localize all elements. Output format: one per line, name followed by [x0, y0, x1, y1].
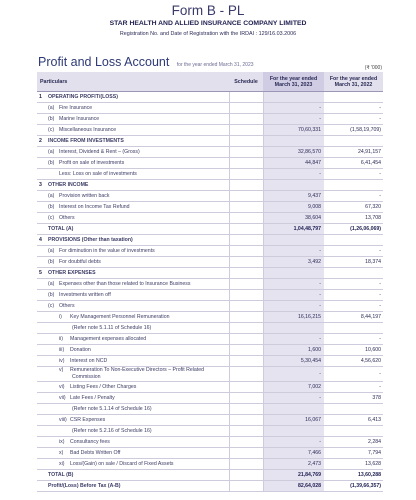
row-sub-index: (c) — [48, 215, 55, 221]
row-schedule — [229, 257, 263, 268]
row-label: Interest, Dividend & Rent – (Gross) — [59, 149, 140, 155]
row-number: 5 — [37, 268, 46, 279]
value-fy2023 — [263, 180, 324, 191]
value-fy2023: 9,437 — [263, 191, 324, 202]
row-sub-index: (b) — [48, 160, 55, 166]
row-number — [37, 404, 46, 415]
value-fy2023: - — [263, 246, 324, 257]
row-schedule — [229, 92, 263, 103]
row-label: Profit/(Loss) Before Tax (A-B) — [48, 483, 121, 489]
value-fy2022: 378 — [324, 393, 383, 404]
row-label: Loss/(Gain) on sale / Discard of Fixed Assets — [70, 461, 174, 467]
row-schedule — [229, 191, 263, 202]
table-row — [37, 125, 383, 136]
row-particulars — [46, 470, 229, 481]
row-label: Bad Debts Written Off — [70, 450, 121, 456]
row-roman-index: xi) — [59, 461, 65, 467]
unit-label: (₹ '000) — [364, 65, 382, 71]
value-fy2022: - — [324, 290, 383, 301]
row-schedule — [229, 279, 263, 290]
row-number — [37, 382, 46, 393]
row-schedule — [229, 268, 263, 279]
table-row — [37, 415, 383, 426]
row-schedule — [229, 246, 263, 257]
row-roman-index: x) — [59, 450, 64, 456]
row-number — [37, 158, 46, 169]
value-fy2022 — [324, 92, 383, 103]
row-roman-index: i) — [59, 314, 62, 320]
value-fy2023: 16,067 — [263, 415, 324, 426]
table-row — [37, 202, 383, 213]
value-fy2022: 6,413 — [324, 415, 383, 426]
row-schedule — [229, 235, 263, 246]
row-schedule — [229, 103, 263, 114]
value-fy2023: 7,002 — [263, 382, 324, 393]
row-roman-index: ii) — [59, 336, 64, 342]
table-row — [37, 426, 383, 437]
row-schedule — [229, 356, 263, 367]
row-particulars — [46, 235, 229, 246]
value-fy2023: 1,04,48,797 — [263, 224, 324, 235]
row-sub-index: (c) — [48, 127, 55, 133]
value-fy2022: - — [324, 301, 383, 312]
row-schedule — [229, 334, 263, 345]
value-fy2022: 13,628 — [324, 459, 383, 470]
row-number — [37, 125, 46, 136]
value-fy2023: - — [263, 367, 324, 382]
row-sub-index: (a) — [48, 193, 55, 199]
value-fy2023: - — [263, 114, 324, 125]
row-label: PROVISIONS (Other than taxation) — [48, 237, 133, 243]
value-fy2022: 18,374 — [324, 257, 383, 268]
row-schedule — [229, 459, 263, 470]
table-row — [37, 213, 383, 224]
row-label: OTHER EXPENSES — [48, 270, 96, 276]
value-fy2022 — [324, 323, 383, 334]
value-fy2023 — [263, 426, 324, 437]
value-fy2023: 5,30,454 — [263, 356, 324, 367]
value-fy2023: - — [263, 279, 324, 290]
row-label: Others — [59, 303, 75, 309]
value-fy2022: 67,320 — [324, 202, 383, 213]
row-number — [37, 415, 46, 426]
row-schedule — [229, 114, 263, 125]
company-name: STAR HEALTH AND ALLIED INSURANCE COMPANY LIMITED — [109, 20, 307, 27]
statement-subtitle: for the year ended March 31, 2023 — [176, 62, 254, 68]
row-sub-index: (a) — [48, 281, 55, 287]
statement-heading — [38, 53, 254, 71]
value-fy2023: 7,466 — [263, 448, 324, 459]
table-row — [37, 470, 383, 481]
value-fy2022: - — [324, 382, 383, 393]
row-particulars — [46, 323, 229, 334]
row-label: Interest on NCD — [70, 358, 108, 364]
row-schedule — [229, 180, 263, 191]
value-fy2022: 6,41,454 — [324, 158, 383, 169]
value-fy2023: - — [263, 169, 324, 180]
row-schedule — [229, 213, 263, 224]
row-schedule — [229, 404, 263, 415]
row-sub-index: (a) — [48, 105, 55, 111]
table-row — [37, 367, 383, 382]
row-number — [37, 426, 46, 437]
form-title: Form B - PL — [171, 3, 245, 18]
row-label: Marine Insurance — [59, 116, 100, 122]
header-particulars: Particulars — [37, 72, 229, 92]
row-label: Investments written off — [59, 292, 111, 298]
row-sub-index: (b) — [48, 116, 55, 122]
value-fy2023: 3,492 — [263, 257, 324, 268]
row-label: For diminution in the value of investments — [59, 248, 155, 254]
row-particulars — [46, 202, 229, 213]
row-number — [37, 334, 46, 345]
table-row — [37, 246, 383, 257]
value-fy2022: - — [324, 191, 383, 202]
row-roman-index: iv) — [59, 358, 65, 364]
row-number — [37, 169, 46, 180]
value-fy2023: 82,64,028 — [263, 481, 324, 492]
row-particulars — [46, 114, 229, 125]
value-fy2022: (1,58,19,709) — [324, 125, 383, 136]
header-fy2022: For the year ended March 31, 2022 — [324, 72, 383, 92]
row-particulars — [46, 367, 229, 382]
row-schedule — [229, 367, 263, 382]
header-fy2023: For the year ended March 31, 2023 — [263, 72, 324, 92]
row-sub-index: (c) — [48, 303, 55, 309]
row-number — [37, 312, 46, 323]
row-schedule — [229, 437, 263, 448]
row-schedule — [229, 224, 263, 235]
row-number — [37, 481, 46, 492]
value-fy2022 — [324, 268, 383, 279]
row-particulars — [46, 136, 229, 147]
row-particulars — [46, 481, 229, 492]
table-row — [37, 180, 383, 191]
table-row — [37, 114, 383, 125]
value-fy2023 — [263, 136, 324, 147]
row-particulars — [46, 125, 229, 136]
row-note: (Refer note 5.1.11 of Schedule 16) — [72, 325, 152, 331]
row-label: Fire Insurance — [59, 105, 93, 111]
row-particulars — [46, 158, 229, 169]
value-fy2022: (1,26,06,069) — [324, 224, 383, 235]
table-row — [37, 437, 383, 448]
value-fy2023: 9,008 — [263, 202, 324, 213]
row-roman-index: iii) — [59, 347, 65, 353]
row-label: Less: Loss on sale of investments — [59, 171, 137, 177]
value-fy2022: - — [324, 334, 383, 345]
value-fy2022: 13,708 — [324, 213, 383, 224]
row-roman-index: vi) — [59, 384, 65, 390]
table-row — [37, 136, 383, 147]
value-fy2023: 1,600 — [263, 345, 324, 356]
row-number: 3 — [37, 180, 46, 191]
row-particulars — [46, 312, 229, 323]
row-schedule — [229, 345, 263, 356]
row-particulars — [46, 448, 229, 459]
value-fy2023 — [263, 235, 324, 246]
row-label: Remuneration To Non-Executive Directors – Profit Related — [70, 367, 204, 374]
row-roman-index: viii) — [59, 417, 67, 423]
row-particulars — [46, 191, 229, 202]
row-roman-index: v) — [59, 367, 64, 374]
registration-line: Registration No. and Date of Registration with the IRDAI : 129/16.03.2006 — [119, 31, 297, 37]
row-label: Donation — [70, 347, 91, 353]
row-number — [37, 323, 46, 334]
value-fy2023 — [263, 404, 324, 415]
row-label-continued: Commission — [72, 374, 101, 380]
header-schedule: Schedule — [229, 72, 263, 92]
row-schedule — [229, 426, 263, 437]
row-number — [37, 367, 46, 382]
value-fy2023: 44,847 — [263, 158, 324, 169]
row-label: For doubtful debts — [59, 259, 101, 265]
row-schedule — [229, 136, 263, 147]
row-schedule — [229, 290, 263, 301]
row-schedule — [229, 481, 263, 492]
row-particulars — [46, 257, 229, 268]
table-row — [37, 224, 383, 235]
row-particulars — [46, 356, 229, 367]
row-particulars — [46, 290, 229, 301]
value-fy2023: 32,86,570 — [263, 147, 324, 158]
row-particulars — [46, 213, 229, 224]
row-schedule — [229, 448, 263, 459]
value-fy2023 — [263, 268, 324, 279]
value-fy2022: 13,60,288 — [324, 470, 383, 481]
row-number — [37, 114, 46, 125]
row-number — [37, 147, 46, 158]
value-fy2022: - — [324, 103, 383, 114]
row-particulars — [46, 334, 229, 345]
row-label: OPERATING PROFIT/(LOSS) — [48, 94, 118, 100]
value-fy2023: - — [263, 301, 324, 312]
table-row — [37, 459, 383, 470]
table-row — [37, 158, 383, 169]
table-row — [37, 268, 383, 279]
row-number — [37, 246, 46, 257]
value-fy2022: - — [324, 169, 383, 180]
value-fy2023 — [263, 92, 324, 103]
value-fy2022 — [324, 235, 383, 246]
value-fy2022: (1,39,66,357) — [324, 481, 383, 492]
row-label: Miscellaneous Insurance — [59, 127, 117, 133]
row-label: Profit on sale of investments — [59, 160, 125, 166]
row-number — [37, 459, 46, 470]
row-number — [37, 356, 46, 367]
row-number — [37, 224, 46, 235]
row-schedule — [229, 415, 263, 426]
table-row — [37, 92, 383, 103]
row-label: TOTAL (B) — [48, 472, 74, 478]
row-number — [37, 437, 46, 448]
value-fy2022 — [324, 404, 383, 415]
table-row — [37, 312, 383, 323]
row-number — [37, 301, 46, 312]
profit-loss-table — [37, 72, 383, 492]
table-row — [37, 481, 383, 492]
table-row — [37, 404, 383, 415]
value-fy2022 — [324, 136, 383, 147]
table-row — [37, 103, 383, 114]
row-schedule — [229, 323, 263, 334]
row-particulars — [46, 426, 229, 437]
table-row — [37, 290, 383, 301]
table-header-row — [37, 72, 383, 92]
value-fy2022: 24,91,157 — [324, 147, 383, 158]
row-label: Provision written back — [59, 193, 110, 199]
row-sub-index: (b) — [48, 259, 55, 265]
table-row — [37, 235, 383, 246]
value-fy2022: - — [324, 114, 383, 125]
value-fy2022: 2,284 — [324, 437, 383, 448]
row-schedule — [229, 147, 263, 158]
table-row — [37, 191, 383, 202]
value-fy2022: 10,600 — [324, 345, 383, 356]
table-row — [37, 334, 383, 345]
row-number — [37, 213, 46, 224]
statement-title: Profit and Loss Account — [38, 55, 170, 69]
value-fy2022 — [324, 426, 383, 437]
row-particulars — [46, 180, 229, 191]
table-row — [37, 169, 383, 180]
row-number — [37, 290, 46, 301]
row-particulars — [46, 345, 229, 356]
table-body — [37, 92, 383, 492]
row-particulars — [46, 268, 229, 279]
table-row — [37, 448, 383, 459]
row-particulars — [46, 459, 229, 470]
table-row — [37, 279, 383, 290]
value-fy2023: 70,60,331 — [263, 125, 324, 136]
row-label: Late Fees / Penalty — [70, 395, 115, 401]
table-row — [37, 382, 383, 393]
row-number — [37, 202, 46, 213]
row-schedule — [229, 301, 263, 312]
row-sub-index: (a) — [48, 248, 55, 254]
row-number: 1 — [37, 92, 46, 103]
table-row — [37, 257, 383, 268]
row-label: Others — [59, 215, 75, 221]
value-fy2022 — [324, 180, 383, 191]
table-row — [37, 356, 383, 367]
row-note: (Refer note 5.1.14 of Schedule 16) — [72, 406, 152, 412]
value-fy2023: - — [263, 393, 324, 404]
value-fy2022: - — [324, 279, 383, 290]
row-sub-index: (b) — [48, 292, 55, 298]
row-schedule — [229, 202, 263, 213]
row-number — [37, 257, 46, 268]
table-row — [37, 345, 383, 356]
value-fy2023: 2,473 — [263, 459, 324, 470]
table-row — [37, 147, 383, 158]
row-schedule — [229, 382, 263, 393]
row-number — [37, 279, 46, 290]
row-particulars — [46, 224, 229, 235]
row-label: Interest on Income Tax Refund — [59, 204, 130, 210]
row-particulars — [46, 415, 229, 426]
row-particulars — [46, 301, 229, 312]
row-sub-index: (b) — [48, 204, 55, 210]
value-fy2023: 38,604 — [263, 213, 324, 224]
value-fy2022: 8,44,197 — [324, 312, 383, 323]
row-label: CSR Expenses — [70, 417, 106, 423]
row-particulars — [46, 169, 229, 180]
value-fy2023: - — [263, 103, 324, 114]
row-number — [37, 393, 46, 404]
row-particulars — [46, 92, 229, 103]
row-label: Expenses other than those related to Insurance Business — [59, 281, 191, 287]
row-number — [37, 103, 46, 114]
value-fy2022: 7,794 — [324, 448, 383, 459]
row-schedule — [229, 470, 263, 481]
value-fy2023: - — [263, 290, 324, 301]
row-label: TOTAL (A) — [48, 226, 74, 232]
row-schedule — [229, 312, 263, 323]
row-label: Key Management Personnel Remuneration — [70, 314, 170, 320]
row-label: Management expenses allocated — [70, 336, 147, 342]
row-number: 2 — [37, 136, 46, 147]
row-number — [37, 345, 46, 356]
value-fy2023: 21,84,769 — [263, 470, 324, 481]
row-particulars — [46, 147, 229, 158]
table-row — [37, 323, 383, 334]
row-schedule — [229, 393, 263, 404]
row-roman-index: vii) — [59, 395, 66, 401]
row-schedule — [229, 169, 263, 180]
row-note: (Refer note 5.2.16 of Schedule 16) — [72, 428, 152, 434]
row-particulars — [46, 246, 229, 257]
row-particulars — [46, 393, 229, 404]
value-fy2022: 4,56,620 — [324, 356, 383, 367]
row-number — [37, 448, 46, 459]
table-row — [37, 393, 383, 404]
value-fy2022: - — [324, 246, 383, 257]
row-particulars — [46, 404, 229, 415]
row-label: INCOME FROM INVESTMENTS — [48, 138, 124, 144]
row-schedule — [229, 158, 263, 169]
row-number: 4 — [37, 235, 46, 246]
row-label: Listing Fees / Other Charges — [70, 384, 137, 390]
row-particulars — [46, 382, 229, 393]
row-sub-index: (a) — [48, 149, 55, 155]
row-roman-index: ix) — [59, 439, 65, 445]
row-number — [37, 191, 46, 202]
row-label: OTHER INCOME — [48, 182, 89, 188]
value-fy2023 — [263, 323, 324, 334]
value-fy2022: - — [324, 367, 383, 382]
row-label: Consultancy fees — [70, 439, 110, 445]
row-particulars — [46, 437, 229, 448]
row-particulars — [46, 279, 229, 290]
value-fy2023: - — [263, 437, 324, 448]
row-number — [37, 470, 46, 481]
row-schedule — [229, 125, 263, 136]
table-row — [37, 301, 383, 312]
row-particulars — [46, 103, 229, 114]
value-fy2023: 16,16,215 — [263, 312, 324, 323]
value-fy2023: - — [263, 334, 324, 345]
